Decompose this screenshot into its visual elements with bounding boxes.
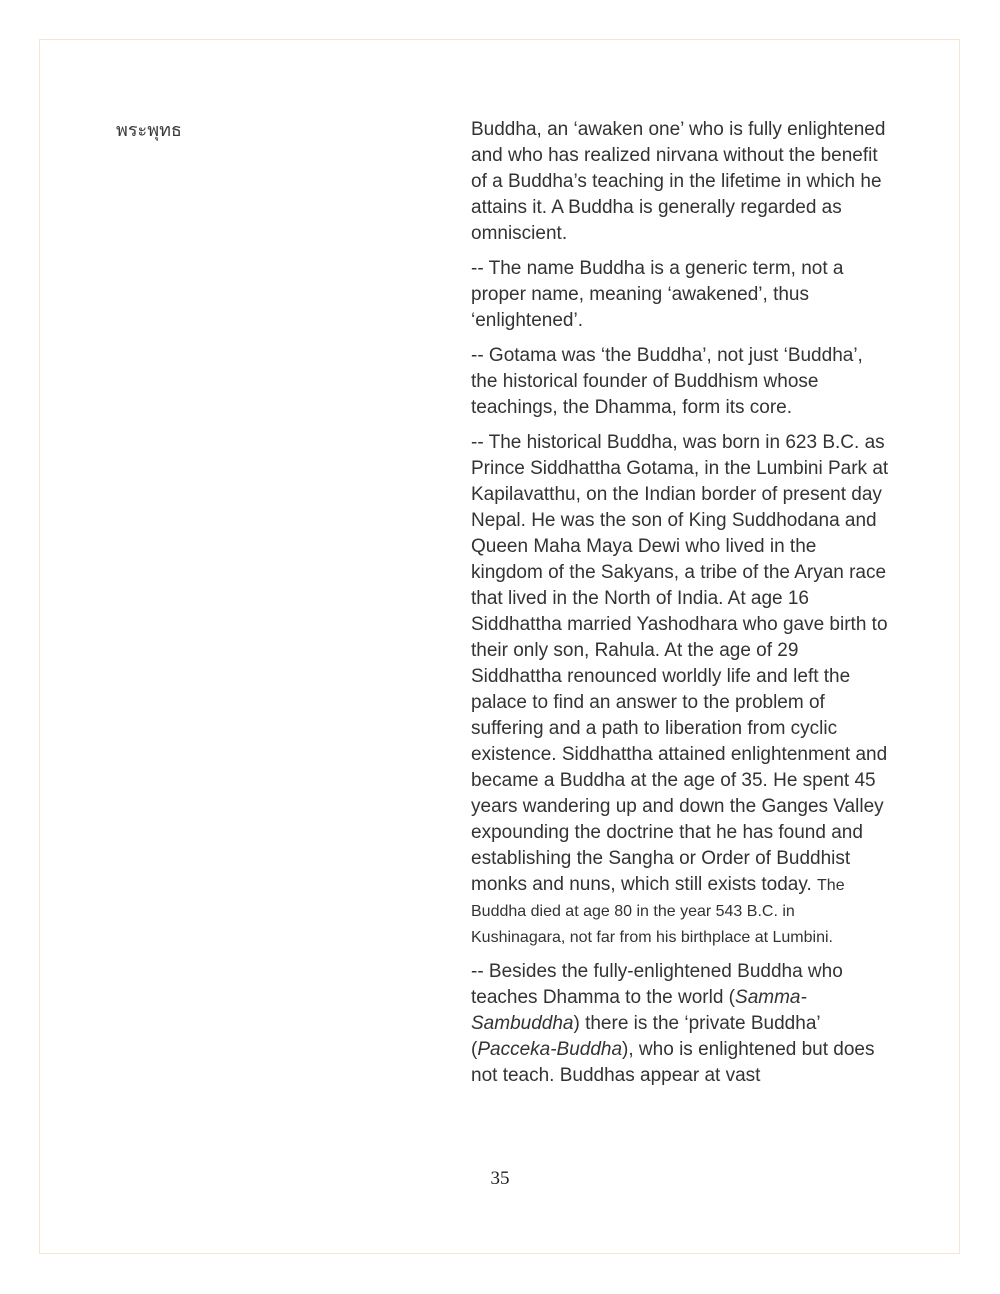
definition-paragraph-2: -- The name Buddha is a generic term, not a proper name, meaning ‘awakened’, thus ‘enlightened’.: [471, 258, 844, 331]
paragraph-5-text-c: ), who is enlightened but does not teach. Buddhas appear at vast: [471, 1039, 875, 1086]
paragraph-4-main-text: -- The historical Buddha, was born in 623 B.C. as Prince Siddhattha Gotama, in the Lumbini Park at Kapilavatthu, on the Indian border of present day Nepal. He was the son of King Suddhodana and Queen Maha Maya Dewi who lived in the kingdom of the Sakyans, a tribe of the Aryan race that lived in the North of India. At age 16 Siddhattha married Yashodhara who gave birth to their only son, Rahula. At the age of 29 Siddhattha renounced worldly life and left the palace to find an answer to the problem of suffering and a path to liberation from cyclic existence. Siddhattha attained enlightenment and became a Buddha at the age of 35. He spent 45 years wandering up and down the Ganges Valley expounding the doctrine that he has found and establishing the Sangha or Order of Buddhist monks and nuns, which still exists today.: [471, 432, 889, 895]
page-number: 35: [490, 1168, 510, 1189]
paragraph-5-text-b: ) there is the ‘private Buddha’ (: [471, 1013, 820, 1060]
definition-paragraph-4: [471, 430, 891, 950]
paragraph-5-text-a: -- Besides the fully-enlightened Buddha who teaches Dhamma to the world (: [471, 961, 843, 1008]
definition-paragraph-3: -- Gotama was ‘the Buddha’, not just ‘Buddha’, the historical founder of Buddhism whose teachings, the Dhamma, form its core.: [471, 345, 863, 418]
definition-column: [471, 117, 891, 1098]
definition-paragraph-5: [471, 959, 891, 1089]
paragraph-4-small-text: The Buddha died at age 80 in the year 543 B.C. in Kushinagara, not far from his birthplace at Lumbini.: [471, 877, 845, 946]
term-pacceka-buddha: Pacceka-Buddha: [477, 1039, 623, 1060]
thai-headword: พระพุทธ: [116, 120, 182, 141]
term-samma-sambuddha: Samma-Sambuddha: [471, 987, 807, 1034]
definition-paragraph-1: Buddha, an ‘awaken one’ who is fully enlightened and who has realized nirvana without the benefit of a Buddha’s teaching in the lifetime in which he attains it. A Buddha is generally regarded as omniscient.: [471, 119, 886, 244]
